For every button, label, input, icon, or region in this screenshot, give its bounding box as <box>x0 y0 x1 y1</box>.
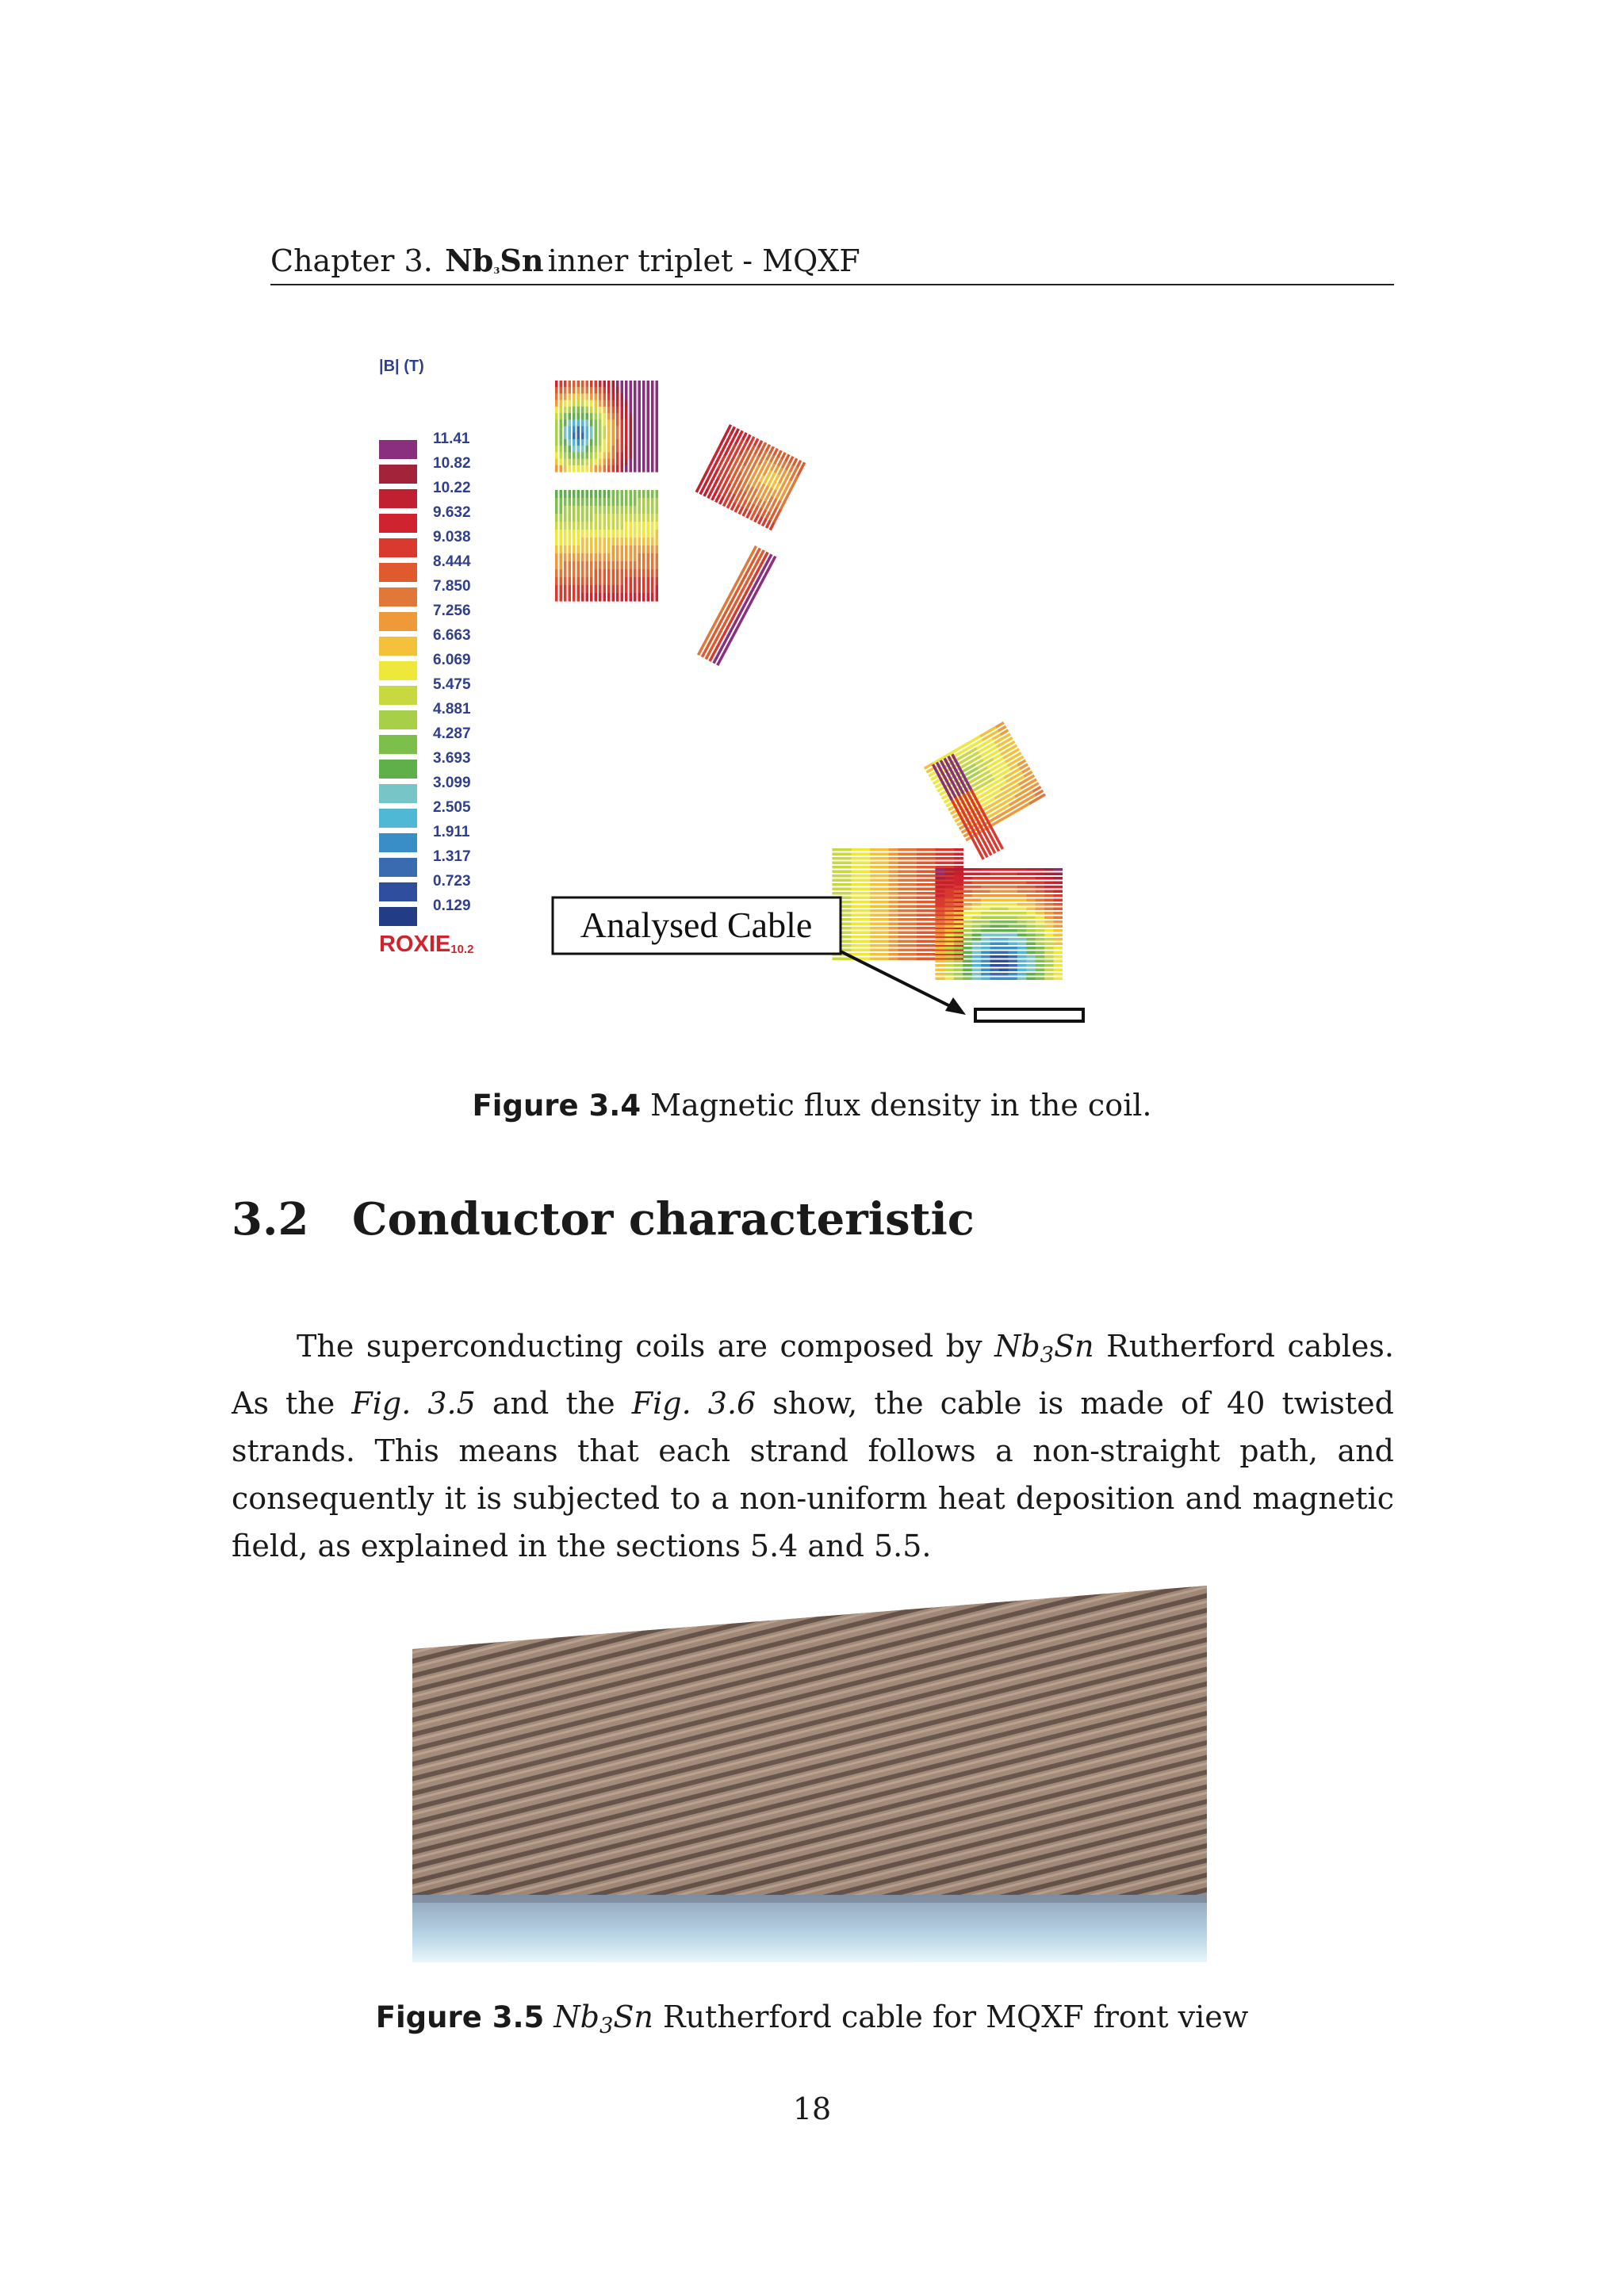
legend-swatch <box>379 587 417 607</box>
legend-swatch <box>379 563 417 582</box>
software-logo: ROXIE10.2 <box>379 932 474 957</box>
legend-value: 10.22 <box>433 480 471 496</box>
figure-ref-3-5[interactable]: Fig. 3.5 <box>351 1385 476 1421</box>
legend-value: 0.723 <box>433 873 471 890</box>
figure-3-5 <box>411 1586 1208 1962</box>
section-title: Conductor characteristic <box>352 1193 975 1246</box>
legend-value: 0.129 <box>433 897 471 914</box>
legend-swatch <box>379 882 417 901</box>
figure-ref-3-6[interactable]: Fig. 3.6 <box>631 1385 756 1421</box>
legend-swatch <box>379 440 417 459</box>
callout-label: Analysed Cable <box>580 905 813 945</box>
legend-value: 3.693 <box>433 750 471 767</box>
legend-value: 7.256 <box>433 603 471 619</box>
legend-swatch <box>379 637 417 656</box>
legend-value: 5.475 <box>433 676 471 693</box>
legend-value: 6.663 <box>433 627 471 644</box>
legend-swatch <box>379 858 417 877</box>
legend-value: 2.505 <box>433 799 471 816</box>
section-number: 3.2 <box>232 1193 309 1246</box>
legend-swatch <box>379 907 417 926</box>
legend-swatch <box>379 735 417 754</box>
legend-value: 3.099 <box>433 775 471 791</box>
legend-swatch <box>379 489 417 508</box>
legend-value: 9.038 <box>433 529 471 545</box>
legend-value: 8.444 <box>433 553 471 570</box>
legend-value: 9.632 <box>433 504 471 521</box>
running-header <box>270 238 1394 285</box>
legend-value: 11.41 <box>433 430 470 447</box>
legend-swatch <box>379 612 417 631</box>
legend-value: 1.911 <box>433 824 470 840</box>
figure-3-5-caption: Figure 3.5 $Nb_3Sn$ Rutherford cable for MQXF front view <box>375 1999 1249 2038</box>
page-number: 18 <box>792 2091 832 2126</box>
legend-value: 4.287 <box>433 725 471 742</box>
legend-swatch <box>379 465 417 484</box>
figure-3-4 <box>341 349 1277 1062</box>
header-title-bold: $Nb_3Sn$ <box>445 243 544 278</box>
legend-swatch <box>379 784 417 803</box>
legend-swatch <box>379 760 417 779</box>
body-paragraph: The superconducting coils are composed by $Nb_3Sn$ Rutherford cables. As the Fig. 3.5 and the Fig. 3.6 show, the cable is made of 40 twisted strands. This means that each strand follows a non-straight path, and consequently it is subjected to a non-uniform heat deposition and magnetic field, as explained in the sections 5.4 and 5.5. <box>232 1329 1395 1563</box>
legend-title: |B| (T) <box>379 358 424 375</box>
legend-swatch <box>379 686 417 705</box>
legend-swatch <box>379 809 417 828</box>
flux-density-plot <box>341 349 1277 1062</box>
header-chapter: Chapter 3. <box>270 243 433 278</box>
legend-value: 1.317 <box>433 848 471 865</box>
legend-value: 4.881 <box>433 701 471 718</box>
legend-swatch <box>379 833 417 852</box>
legend-swatch <box>379 710 417 729</box>
legend-swatch <box>379 661 417 680</box>
legend-value: 6.069 <box>433 652 471 668</box>
header-title-rest: inner triplet - MQXF <box>547 243 860 278</box>
legend-value: 10.82 <box>433 455 471 472</box>
legend-swatch <box>379 514 417 533</box>
figure-3-4-caption: Figure 3.4 Magnetic flux density in the coil. <box>472 1088 1152 1123</box>
section-heading <box>232 1193 975 1246</box>
legend-value: 7.850 <box>433 578 471 595</box>
cable-photo <box>411 1586 1208 1962</box>
legend-swatch <box>379 538 417 557</box>
